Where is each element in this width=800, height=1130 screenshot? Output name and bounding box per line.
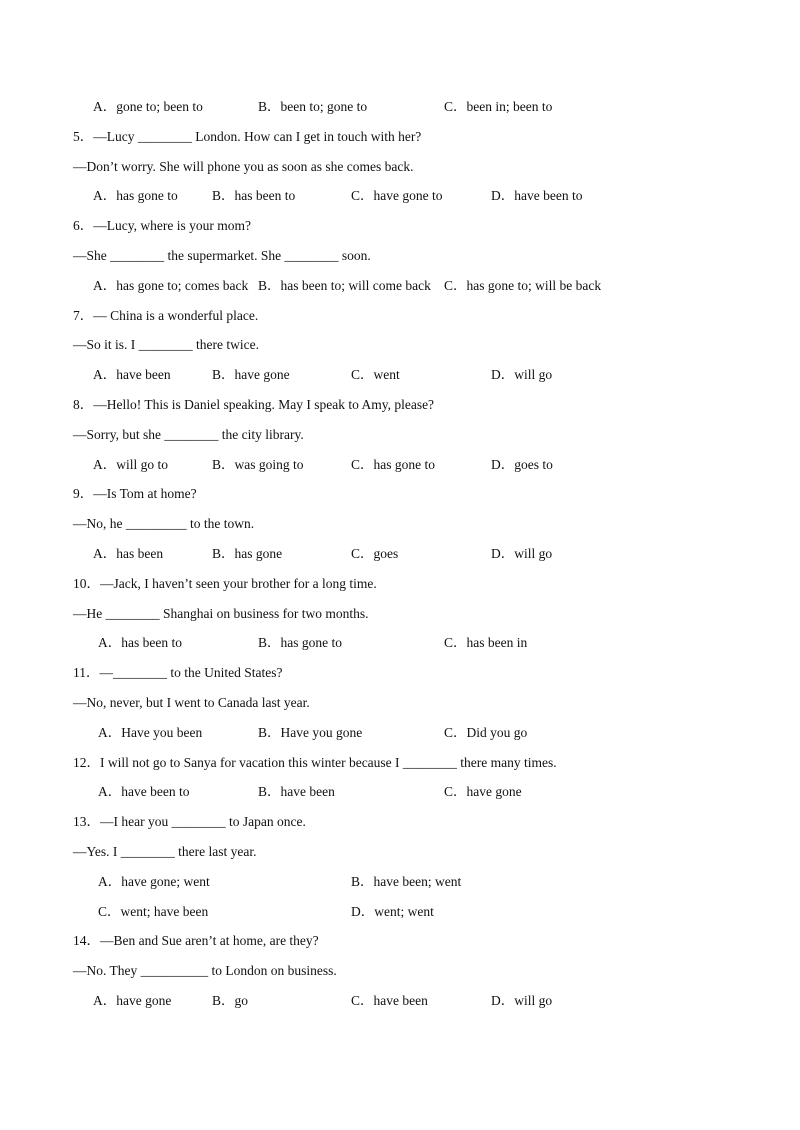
option-d: D．have been to bbox=[491, 188, 583, 203]
question-line: —No, never, but I went to Canada last year. bbox=[73, 695, 310, 710]
option-a: A．have gone; went bbox=[98, 874, 210, 889]
question-line: 11．—________ to the United States? bbox=[73, 665, 283, 680]
option-a: A．gone to; been to bbox=[93, 99, 203, 114]
question-line: 10．—Jack, I haven’t seen your brother for a long time. bbox=[73, 576, 377, 591]
question-line: 6．—Lucy, where is your mom? bbox=[73, 218, 251, 233]
question-line: —So it is. I ________ there twice. bbox=[73, 337, 259, 352]
option-d: D．will go bbox=[491, 367, 553, 382]
option-c: C．been in; been to bbox=[444, 99, 553, 114]
option-b: D．went; went bbox=[351, 904, 434, 919]
question-line: 14．—Ben and Sue aren’t at home, are they? bbox=[73, 933, 319, 948]
question-line: —Yes. I ________ there last year. bbox=[73, 844, 257, 859]
option-a: A．Have you been bbox=[98, 725, 203, 740]
option-b: B．was going to bbox=[212, 457, 304, 472]
question-line: 5．—Lucy ________ London. How can I get in touch with her? bbox=[73, 129, 422, 144]
option-c: C．Did you go bbox=[444, 725, 528, 740]
question-line: —Sorry, but she ________ the city library. bbox=[73, 427, 304, 442]
option-b: B．has gone bbox=[212, 546, 283, 561]
question-line: —Don’t worry. She will phone you as soon as she comes back. bbox=[73, 159, 414, 174]
option-b: B．has been to; will come back bbox=[258, 278, 431, 293]
question-line: —No, he _________ to the town. bbox=[73, 516, 255, 531]
option-b: B．has gone to bbox=[258, 635, 342, 650]
option-c: C．has been in bbox=[444, 635, 528, 650]
question-line: 7．— China is a wonderful place. bbox=[73, 308, 259, 323]
question-line: —No. They __________ to London on business. bbox=[73, 963, 337, 978]
option-a: A．has gone to; comes back bbox=[93, 278, 249, 293]
option-c: C．goes bbox=[351, 546, 399, 561]
option-b: B．been to; gone to bbox=[258, 99, 368, 114]
option-c: C．have gone to bbox=[351, 188, 443, 203]
option-b: B．has been to bbox=[212, 188, 296, 203]
question-line: 8．—Hello! This is Daniel speaking. May I speak to Amy, please? bbox=[73, 397, 435, 412]
option-d: D．goes to bbox=[491, 457, 553, 472]
question-line: —He ________ Shanghai on business for two months. bbox=[73, 606, 369, 621]
option-a: A．have been bbox=[93, 367, 171, 382]
option-b: B．have been; went bbox=[351, 874, 462, 889]
option-b: B．go bbox=[212, 993, 249, 1008]
option-c: C．has gone to bbox=[351, 457, 435, 472]
option-b: B．Have you gone bbox=[258, 725, 363, 740]
question-line: 13．—I hear you ________ to Japan once. bbox=[73, 814, 306, 829]
question-line: —She ________ the supermarket. She ________ soon. bbox=[73, 248, 371, 263]
question-line: 12．I will not go to Sanya for vacation this winter because I ________ there many times. bbox=[73, 755, 557, 770]
option-c: C．went bbox=[351, 367, 400, 382]
question-line: 9．—Is Tom at home? bbox=[73, 486, 197, 501]
option-c: C．have been bbox=[351, 993, 428, 1008]
option-a: A．has been to bbox=[98, 635, 182, 650]
option-b: B．have gone bbox=[212, 367, 290, 382]
option-c: C．have gone bbox=[444, 784, 522, 799]
option-a: C．went; have been bbox=[98, 904, 209, 919]
option-c: C．has gone to; will be back bbox=[444, 278, 602, 293]
option-a: A．have been to bbox=[98, 784, 190, 799]
option-b: B．have been bbox=[258, 784, 335, 799]
option-a: A．has been bbox=[93, 546, 164, 561]
option-a: A．has gone to bbox=[93, 188, 178, 203]
option-a: A．will go to bbox=[93, 457, 169, 472]
option-d: D．will go bbox=[491, 546, 553, 561]
option-d: D．will go bbox=[491, 993, 553, 1008]
option-a: A．have gone bbox=[93, 993, 172, 1008]
